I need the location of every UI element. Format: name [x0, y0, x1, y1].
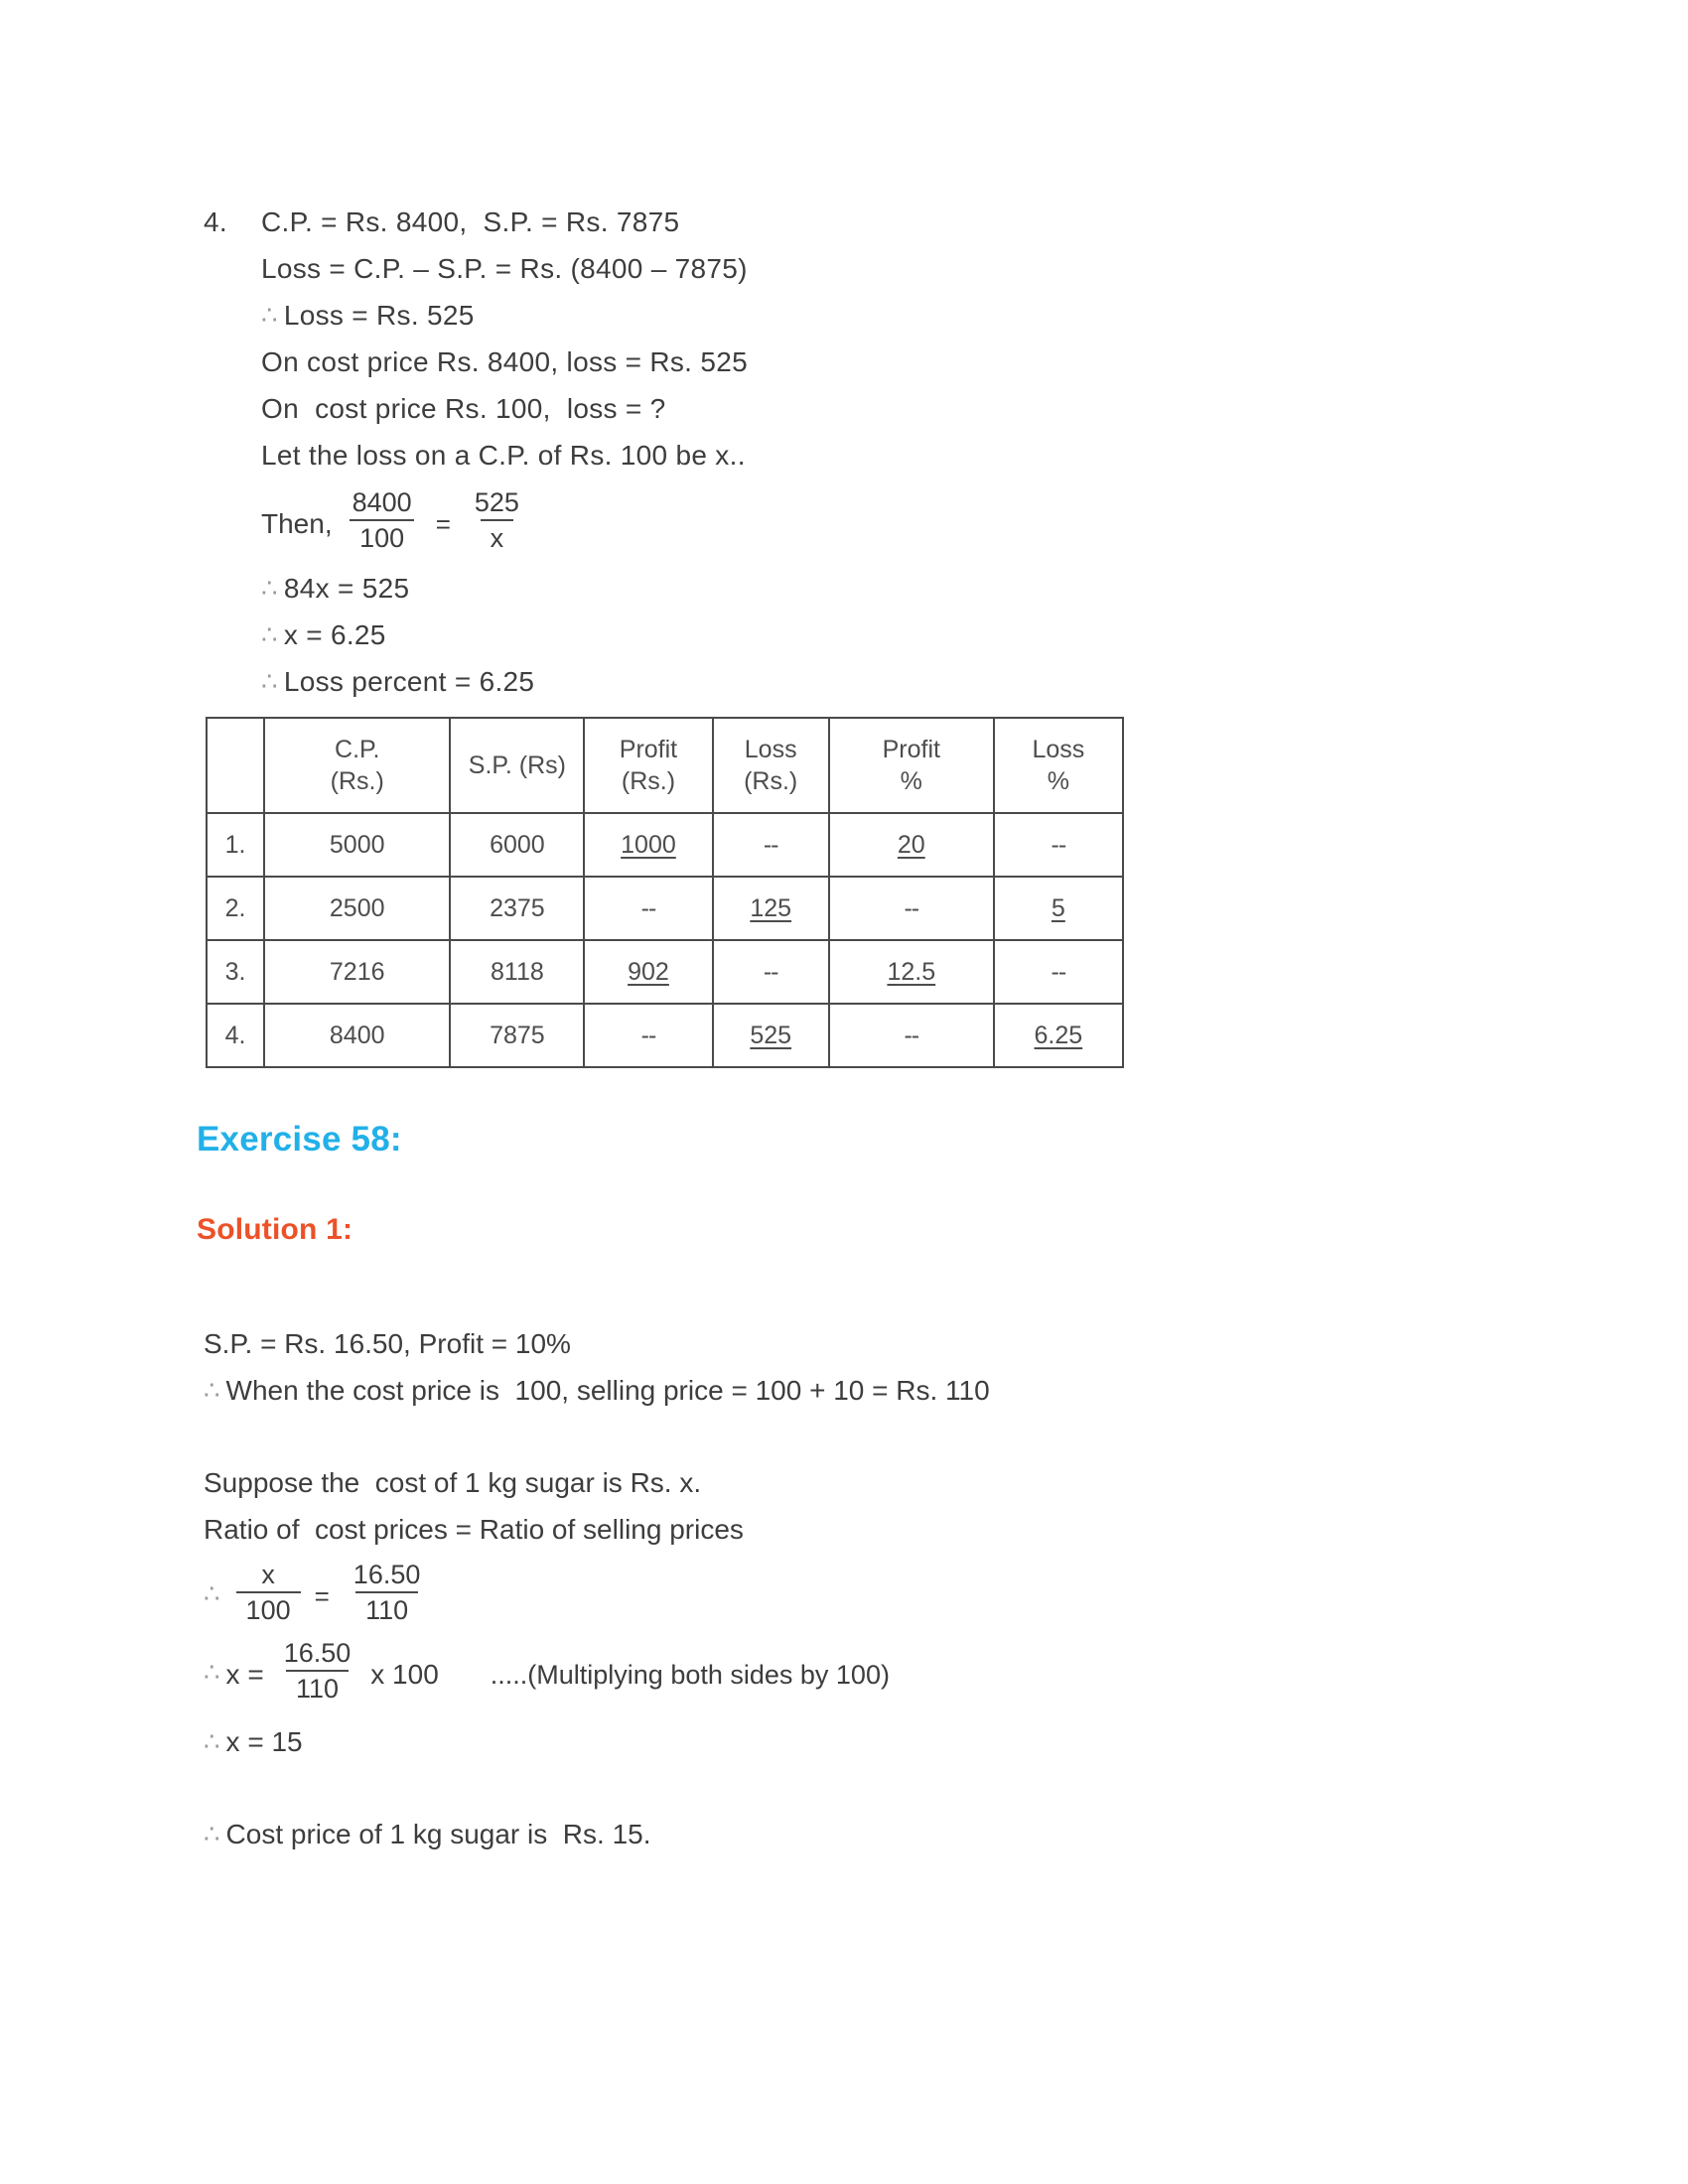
table-row [207, 877, 1123, 940]
header-line-1: Loss [744, 736, 797, 763]
header-line-1: Loss [1032, 736, 1085, 763]
question-result-text: Loss percent = 6.25 [283, 666, 535, 698]
cell-cp: 8400 [264, 1004, 450, 1067]
solution-line [204, 1718, 1494, 1765]
table-header-cell-profit-pct [829, 718, 994, 813]
question-line-text: Loss = Rs. 525 [283, 300, 475, 331]
equation-prefix: x = [225, 1658, 264, 1690]
fraction-left [343, 488, 422, 553]
fraction-denominator: 110 [355, 1591, 418, 1625]
table-header-row [207, 718, 1123, 813]
fraction-numerator: 525 [474, 487, 519, 517]
header-line-1: Profit [882, 736, 940, 763]
therefore-icon: ∴ [204, 1577, 220, 1608]
question-line [204, 292, 1445, 339]
answer-value: 902 [628, 957, 669, 986]
profit-loss-table [206, 717, 1124, 1068]
equals-sign: = [314, 1580, 330, 1611]
row-index: 1. [207, 813, 264, 877]
equation-suffix: x 100 [370, 1658, 439, 1690]
fraction-left [236, 1561, 301, 1625]
answer-value: 125 [750, 893, 792, 922]
fraction-denominator: 110 [286, 1670, 349, 1704]
spacer [204, 1414, 1494, 1459]
equation-label: Then, [261, 507, 333, 539]
header-line-2: (Rs.) [330, 767, 384, 795]
cell-profit: -- [584, 1004, 712, 1067]
therefore-icon: ∴ [204, 1656, 220, 1687]
table-header-cell-index [207, 718, 264, 813]
header-line-2: (Rs.) [621, 767, 676, 795]
cell-profit-pct: -- [829, 1004, 994, 1067]
question-result-text: 84x = 525 [283, 573, 410, 605]
header-line-1: C.P. [335, 736, 380, 763]
question-line-text: On cost price Rs. 100, loss = ? [261, 393, 666, 424]
cell-profit-pct [829, 813, 994, 877]
answer-value: 1000 [621, 830, 676, 859]
header-line-1: S.P. (Rs) [468, 751, 566, 779]
question-result-line [204, 612, 1445, 658]
fraction-numerator: 8400 [352, 487, 412, 517]
answer-value: 20 [897, 830, 925, 859]
cell-loss: -- [713, 813, 829, 877]
cell-profit [584, 940, 712, 1004]
table-body [207, 813, 1123, 1067]
solution-line-text: x = 15 [225, 1725, 303, 1757]
answer-value: 6.25 [1034, 1021, 1083, 1049]
cell-profit [584, 813, 712, 877]
cell-loss-pct [994, 877, 1123, 940]
question-line-text: Let the loss on a C.P. of Rs. 100 be x.. [261, 440, 746, 471]
solution-line-text: S.P. = Rs. 16.50, Profit = 10% [204, 1328, 571, 1359]
question-line [204, 245, 1445, 292]
table-header-cell-profit [584, 718, 712, 813]
table-header [207, 718, 1123, 813]
fraction-denominator: 100 [350, 519, 414, 553]
question-line [204, 199, 1445, 245]
cell-cp: 5000 [264, 813, 450, 877]
therefore-icon: ∴ [261, 300, 278, 330]
fraction-numerator: 16.50 [352, 1560, 421, 1589]
solution-line-text: Ratio of cost prices = Ratio of selling prices [204, 1514, 744, 1545]
row-index: 4. [207, 1004, 264, 1067]
solution-line [204, 1320, 1494, 1367]
solution-heading: Solution 1: [197, 1213, 353, 1246]
cell-loss [713, 1004, 829, 1067]
fraction-denominator: x [481, 519, 514, 553]
question-line-text: C.P. = Rs. 8400, S.P. = Rs. 7875 [261, 206, 680, 237]
question-number: 4. [204, 206, 227, 237]
question-result-line [204, 658, 1445, 705]
therefore-icon: ∴ [204, 1375, 220, 1405]
therefore-icon: ∴ [261, 619, 278, 650]
question-line-text: Loss = C.P. – S.P. = Rs. (8400 – 7875) [261, 253, 748, 284]
question-4-block [204, 199, 1445, 705]
answer-value: 12.5 [887, 957, 936, 986]
solution-line [204, 1367, 1494, 1414]
question-equation [204, 488, 1445, 553]
cell-loss-pct: -- [994, 940, 1123, 1004]
table-row [207, 1004, 1123, 1067]
equals-sign: = [435, 508, 451, 539]
row-index: 3. [207, 940, 264, 1004]
header-line-2: % [900, 767, 922, 795]
cell-cp: 2500 [264, 877, 450, 940]
table-row [207, 940, 1123, 1004]
solution-line-text: When the cost price is 100, selling price = 100 + 10 = Rs. 110 [225, 1375, 990, 1406]
header-line-2: (Rs.) [744, 767, 798, 795]
cell-loss [713, 877, 829, 940]
solution-conclusion [204, 1811, 1494, 1857]
answer-value: 525 [750, 1021, 792, 1049]
solution-1-block [204, 1320, 1494, 1857]
cell-cp: 7216 [264, 940, 450, 1004]
table-header-cell-cp [264, 718, 450, 813]
therefore-icon: ∴ [261, 573, 278, 604]
header-line-1: Profit [619, 736, 678, 763]
cell-loss: -- [713, 940, 829, 1004]
cell-profit: -- [584, 877, 712, 940]
fraction-numerator: x [261, 1560, 275, 1589]
question-result-text: x = 6.25 [283, 619, 386, 651]
cell-sp: 6000 [450, 813, 584, 877]
header-line-2: % [1047, 767, 1069, 795]
solution-equation-2 [204, 1639, 1494, 1704]
question-line [204, 385, 1445, 432]
table-header-cell-loss [713, 718, 829, 813]
cell-loss-pct [994, 1004, 1123, 1067]
cell-profit-pct: -- [829, 877, 994, 940]
table-row [207, 813, 1123, 877]
answer-value: 5 [1051, 893, 1065, 922]
fraction-right [344, 1561, 431, 1625]
solution-conclusion-text: Cost price of 1 kg sugar is Rs. 15. [225, 1818, 651, 1849]
spacer [204, 1765, 1494, 1811]
question-line [204, 339, 1445, 385]
solution-line [204, 1459, 1494, 1506]
question-line [204, 432, 1445, 478]
exercise-heading: Exercise 58: [197, 1120, 402, 1159]
fraction [274, 1639, 361, 1704]
cell-sp: 2375 [450, 877, 584, 940]
solution-line [204, 1506, 1494, 1553]
cell-sp: 7875 [450, 1004, 584, 1067]
table-header-cell-sp [450, 718, 584, 813]
question-result-line [204, 565, 1445, 612]
cell-loss-pct: -- [994, 813, 1123, 877]
solution-line-text: Suppose the cost of 1 kg sugar is Rs. x. [204, 1467, 702, 1498]
solution-equation-1 [204, 1561, 1494, 1625]
row-index: 2. [207, 877, 264, 940]
equation-note: .....(Multiplying both sides by 100) [490, 1659, 890, 1690]
table-header-cell-loss-pct [994, 718, 1123, 813]
therefore-icon: ∴ [204, 1818, 220, 1848]
cell-sp: 8118 [450, 940, 584, 1004]
therefore-icon: ∴ [261, 666, 278, 697]
fraction-numerator: 16.50 [283, 1638, 352, 1669]
cell-profit-pct [829, 940, 994, 1004]
fraction-denominator: 100 [236, 1591, 301, 1625]
question-line-text: On cost price Rs. 8400, loss = Rs. 525 [261, 346, 748, 377]
fraction-right [465, 488, 529, 553]
therefore-icon: ∴ [204, 1725, 220, 1756]
